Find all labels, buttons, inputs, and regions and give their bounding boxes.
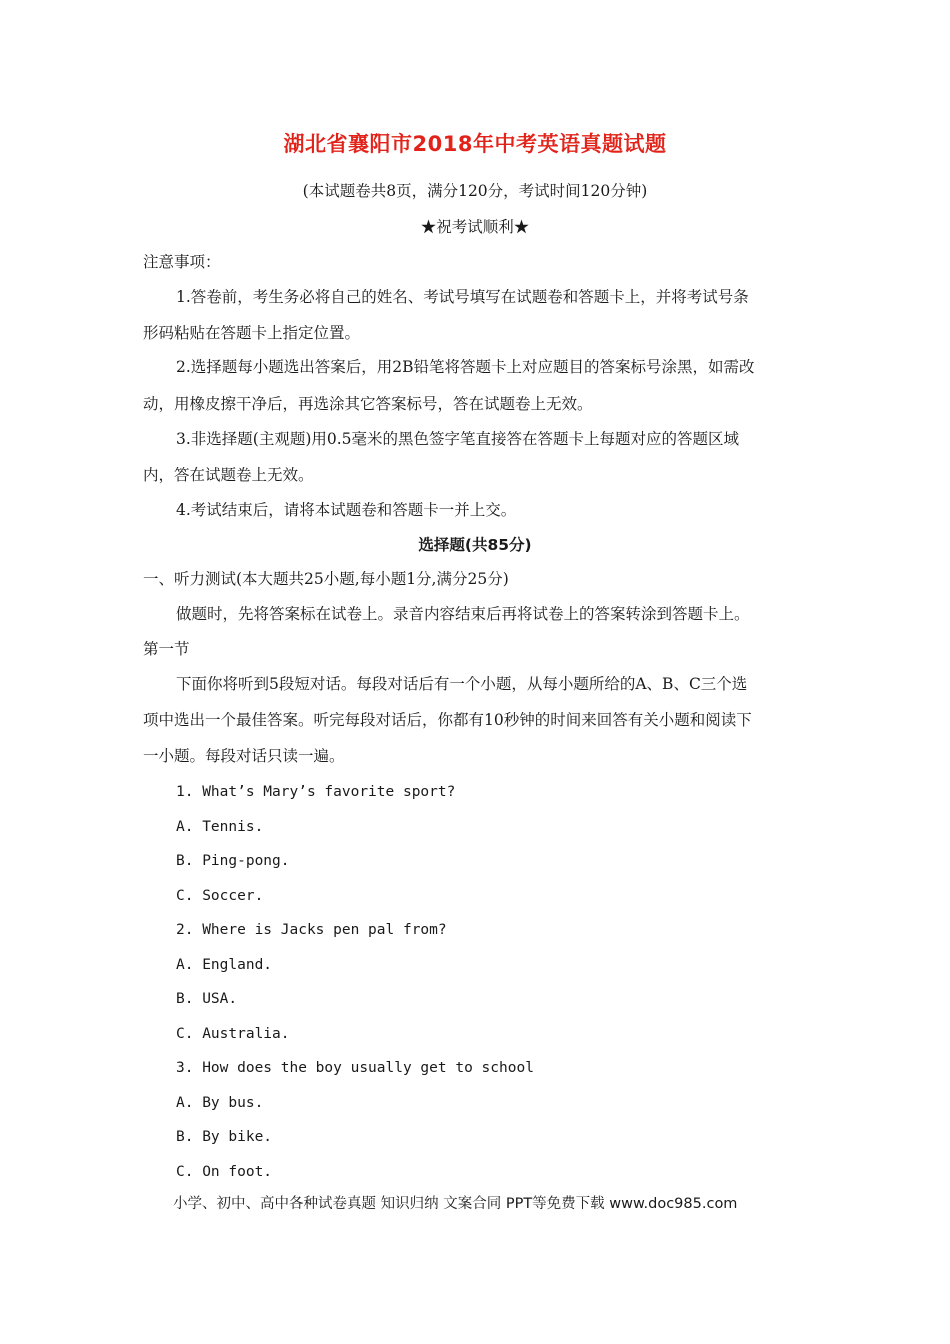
page-footer: 小学、初中、高中各种试卷真题 知识归纳 文案合同 PPT等免费下载 www.doc985.com bbox=[173, 1196, 738, 1212]
question-3-option-c: C. On foot. bbox=[176, 1164, 273, 1180]
question-2: 2. Where is Jacks pen pal from? bbox=[176, 922, 447, 938]
question-2-option-c: C. Australia. bbox=[176, 1026, 290, 1042]
note-4-line-1: 4.考试结束后，请将本试题卷和答题卡一并上交。 bbox=[176, 501, 517, 519]
question-1-option-a: A. Tennis. bbox=[176, 819, 264, 835]
section-heading: 选择题(共85分) bbox=[418, 536, 532, 554]
document-title: 湖北省襄阳市2018年中考英语真题试题 bbox=[283, 132, 667, 156]
question-2-option-b: B. USA. bbox=[176, 991, 238, 1007]
exam-info: (本试题卷共8页，满分120分，考试时间120分钟) bbox=[302, 182, 648, 200]
note-3-line-1: 3.非选择题(主观题)用0.5毫米的黑色签字笔直接答在答题卡上每题对应的答题区域 bbox=[176, 430, 740, 448]
question-1-option-c: C. Soccer. bbox=[176, 888, 264, 904]
question-3: 3. How does the boy usually get to school bbox=[176, 1060, 534, 1076]
sub-instruction-line-3: 一小题。每段对话只读一遍。 bbox=[143, 747, 345, 765]
question-1-option-b: B. Ping-pong. bbox=[176, 853, 290, 869]
sub-instruction-line-2: 项中选出一个最佳答案。听完每段对话后，你都有10秒钟的时间来回答有关小题和阅读下 bbox=[143, 711, 752, 729]
sub-instruction-line-1: 下面你将听到5段短对话。每段对话后有一个小题，从每小题所给的A、B、C三个选 bbox=[176, 675, 748, 693]
blessing-line: ★祝考试顺利★ bbox=[420, 218, 530, 236]
notes-heading: 注意事项： bbox=[143, 253, 221, 271]
note-3-line-2: 内，答在试题卷上无效。 bbox=[143, 466, 314, 484]
note-2-line-2: 动，用橡皮擦干净后，再选涂其它答案标号，答在试题卷上无效。 bbox=[143, 395, 593, 413]
sub-heading: 第一节 bbox=[143, 640, 190, 658]
note-1-line-2: 形码粘贴在答题卡上指定位置。 bbox=[143, 324, 361, 342]
question-3-option-a: A. By bus. bbox=[176, 1095, 264, 1111]
part-one-heading: 一、听力测试(本大题共25小题,每小题1分,满分25分) bbox=[143, 570, 509, 588]
question-1: 1. What’s Mary’s favorite sport? bbox=[176, 784, 456, 800]
note-2-line-1: 2.选择题每小题选出答案后，用2B铅笔将答题卡上对应题目的答案标号涂黑，如需改 bbox=[176, 358, 755, 376]
question-2-option-a: A. England. bbox=[176, 957, 273, 973]
note-1-line-1: 1.答卷前，考生务必将自己的姓名、考试号填写在试题卷和答题卡上，并将考试号条 bbox=[176, 288, 749, 306]
part-one-instruction: 做题时，先将答案标在试卷上。录音内容结束后再将试卷上的答案转涂到答题卡上。 bbox=[176, 605, 750, 623]
question-3-option-b: B. By bike. bbox=[176, 1129, 273, 1145]
